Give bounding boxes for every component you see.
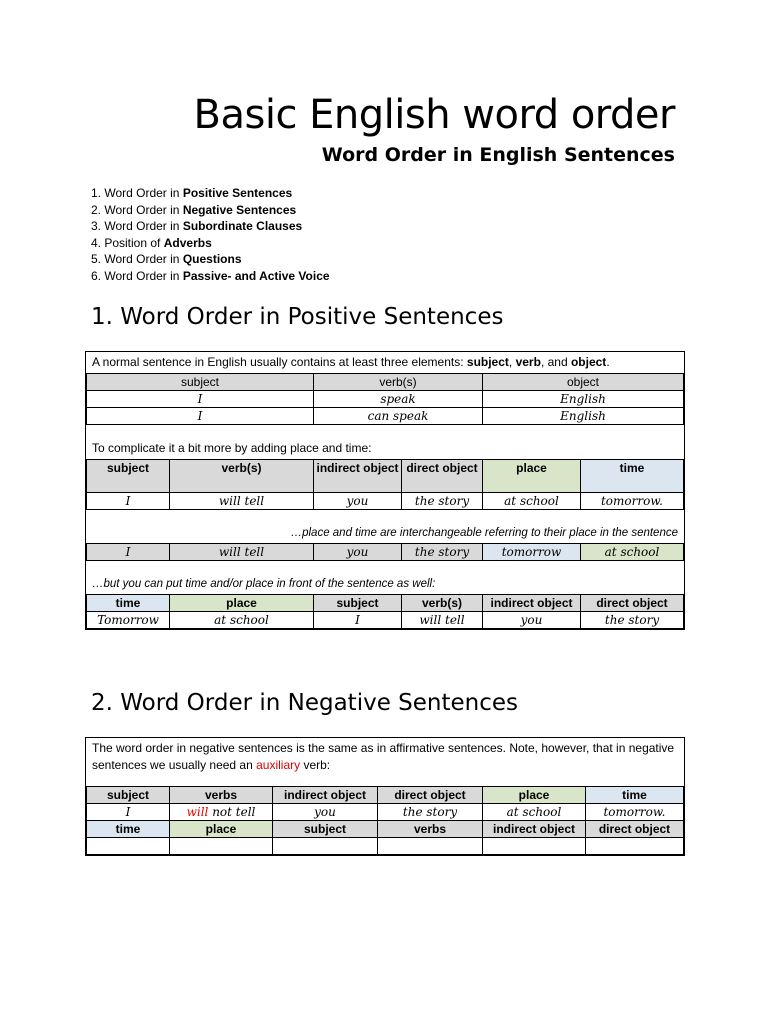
header-cell: subject (87, 460, 170, 493)
header-cell: verbs (170, 787, 273, 804)
table-cell: at school (483, 804, 586, 821)
header-cell-place: place (170, 595, 314, 612)
header-cell: direct object (581, 595, 684, 612)
section1-box (85, 351, 685, 630)
table-cell-time: tomorrow (483, 544, 581, 561)
table-cell: will tell (402, 612, 483, 629)
toc-item[interactable]: 1. Word Order in Positive Sentences (91, 186, 293, 200)
table-cell: I (87, 804, 170, 821)
section2-intro: The word order in negative sentences is the same as in affirmative sentences. Note, however, that in negative sentences we usually need an auxiliary verb: (92, 741, 675, 772)
page-subtitle: Word Order in English Sentences (321, 144, 675, 166)
table-cell-verb: will not tell (170, 804, 273, 821)
table-cell: speak (314, 391, 483, 408)
swapped-table (86, 543, 684, 561)
table-cell: can speak (314, 408, 483, 425)
table-cell: I (87, 544, 170, 561)
header-cell: subject (273, 821, 378, 838)
section1-heading: 1. Word Order in Positive Sentences (91, 304, 504, 330)
header-cell: object (483, 374, 684, 391)
table-row (87, 493, 684, 510)
interchangeable-note: …place and time are interchangeable referring to their place in the sentence (290, 527, 678, 539)
table-cell: English (483, 408, 684, 425)
header-cell: verb(s) (314, 374, 483, 391)
table-row (87, 612, 684, 629)
table-cell: at school (483, 493, 581, 510)
table-cell: the story (581, 612, 684, 629)
page-title: Basic English word order (193, 92, 675, 138)
table-header-row (87, 787, 684, 804)
basic-order-table (86, 373, 684, 425)
table-cell-place: at school (581, 544, 684, 561)
header-cell: verbs (378, 821, 483, 838)
fronted-table (86, 594, 684, 629)
header-cell: indirect object (483, 595, 581, 612)
header-cell-time: time (87, 595, 170, 612)
table-cell: I (314, 612, 402, 629)
toc-item[interactable]: 5. Word Order in Questions (91, 252, 242, 267)
table-cell: you (314, 544, 402, 561)
toc-item[interactable]: 2. Word Order in Negative Sentences (91, 202, 297, 217)
table-cell: English (483, 391, 684, 408)
table-cell: Tomorrow (87, 612, 170, 629)
table-cell: I (87, 493, 170, 510)
table-cell: the story (402, 493, 483, 510)
table-cell: I (87, 391, 314, 408)
header-cell: indirect object (483, 821, 586, 838)
header-cell: subject (87, 374, 314, 391)
table-of-contents (91, 185, 330, 285)
header-cell-time: time (581, 460, 684, 493)
empty-cell[interactable] (378, 838, 483, 855)
front-note: …but you can put time and/or place in front of the sentence as well: (92, 578, 436, 590)
table-cell: you (273, 804, 378, 821)
header-cell: verb(s) (402, 595, 483, 612)
toc-item[interactable]: 3. Word Order in Subordinate Clauses (91, 219, 303, 234)
place-time-table (86, 459, 684, 510)
section1-intro: A normal sentence in English usually contains at least three elements: subject, verb, and object. (92, 355, 610, 369)
table-header-row (87, 595, 684, 612)
table-header-row (87, 460, 684, 493)
section2-box (85, 737, 685, 856)
table-cell: the story (378, 804, 483, 821)
table-header-row (87, 374, 684, 391)
table-cell: tomorrow. (581, 493, 684, 510)
toc-item[interactable]: 4. Position of Adverbs (91, 235, 212, 250)
header-cell: indirect object (273, 787, 378, 804)
table-row (87, 544, 684, 561)
table-cell: you (483, 612, 581, 629)
header-cell: subject (87, 787, 170, 804)
empty-cell[interactable] (586, 838, 684, 855)
header-cell: verb(s) (170, 460, 314, 493)
header-cell-time: time (87, 821, 170, 838)
table-row (87, 408, 684, 425)
complicate-text: To complicate it a bit more by adding place and time: (92, 441, 372, 455)
header-cell: subject (314, 595, 402, 612)
table-header-row (87, 821, 684, 838)
table-cell: the story (402, 544, 483, 561)
empty-cell[interactable] (170, 838, 273, 855)
empty-cell[interactable] (483, 838, 586, 855)
header-cell-place: place (170, 821, 273, 838)
header-cell: direct object (378, 787, 483, 804)
header-cell: direct object (402, 460, 483, 493)
header-cell: indirect object (314, 460, 402, 493)
table-cell: I (87, 408, 314, 425)
section2-heading: 2. Word Order in Negative Sentences (91, 690, 519, 716)
empty-row (87, 838, 684, 855)
table-cell: will tell (170, 544, 314, 561)
toc-item[interactable]: 6. Word Order in Passive- and Active Voice (91, 268, 330, 283)
table-cell: at school (170, 612, 314, 629)
header-cell-place: place (483, 460, 581, 493)
table-cell: tomorrow. (586, 804, 684, 821)
table-row (87, 804, 684, 821)
header-cell-time: time (586, 787, 684, 804)
empty-cell[interactable] (273, 838, 378, 855)
table-cell: you (314, 493, 402, 510)
empty-cell[interactable] (87, 838, 170, 855)
negative-table (86, 786, 684, 855)
header-cell-place: place (483, 787, 586, 804)
table-row (87, 391, 684, 408)
table-cell: will tell (170, 493, 314, 510)
header-cell: direct object (586, 821, 684, 838)
